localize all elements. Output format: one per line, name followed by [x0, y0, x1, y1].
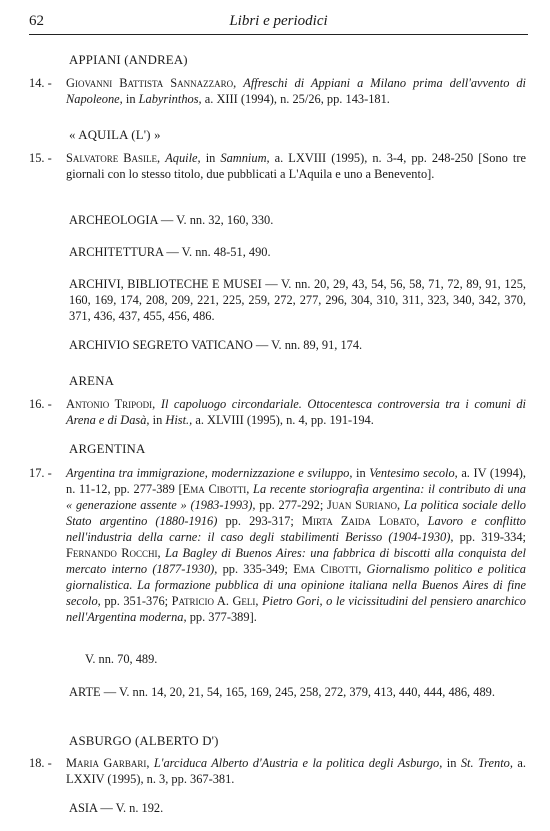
contrib-author: Fernando Rocchi,: [66, 546, 161, 560]
ref-architettura: ARCHITETTURA — V. nn. 48-51, 490.: [69, 245, 271, 259]
entry-body: [66, 150, 526, 182]
entry-details: a. LXXIV (1995), n. 3, pp. 367-381.: [66, 756, 527, 786]
contrib-pages: pp. 319-334;: [459, 530, 526, 544]
entry-author: Giovanni Battista Sannazzaro,: [66, 76, 237, 90]
entry-15: [29, 150, 526, 182]
contrib-author: Juan Suriano,: [327, 498, 401, 512]
contrib-title: Pietro Gori, o le vicissitudini del pensiero anarchico nell'Argentina moderna,: [66, 594, 526, 624]
contrib-title: Giornalismo politico e politica giornalistica. La formazione pubblica di una opinione italiana nella Buenos Aires di fine secolo,: [66, 562, 526, 608]
entry-title: Affreschi di Appiani a Milano prima dell'avvento di Napoleone,: [66, 76, 527, 106]
entry-journal: Samnium,: [220, 151, 270, 165]
entry-author: Antonio Tripodi,: [66, 397, 156, 411]
header-rule: [29, 34, 528, 35]
entry-details: a. LXVIII (1995), n. 3-4, pp. 248-250 [Sono tre giornali con lo stesso titolo, due pubblicati a L'Aquila e uno a Benevento].: [66, 151, 526, 181]
entry-journal: Hist.,: [165, 413, 193, 427]
entry-details: a. XLVIII (1995), n. 4, pp. 191-194.: [195, 413, 374, 427]
contrib-title: Lavoro e conflitto nell'industria della carne: il caso degli stabilimenti Berisso (1904-1930),: [66, 514, 526, 544]
entry-number: 18. -: [29, 756, 52, 770]
entry-body: [66, 75, 526, 107]
entry-author: Maria Garbari,: [66, 756, 150, 770]
entry-body: [66, 396, 526, 428]
heading-appiani: APPIANI (ANDREA): [69, 53, 188, 67]
entry-journal: Labyrinthos,: [138, 92, 202, 106]
entry-journal: Ventesimo secolo,: [369, 466, 458, 480]
entry-number: 17. -: [29, 466, 52, 480]
entry-in: in: [446, 756, 457, 770]
heading-arena: ARENA: [69, 374, 115, 388]
entry-in: in: [205, 151, 216, 165]
running-title: Libri e periodici: [229, 13, 328, 29]
contrib-author: Ema Cibotti,: [293, 562, 362, 576]
entry-body: [66, 755, 526, 787]
ref-archivio-vaticano: ARCHIVIO SEGRETO VATICANO — V. nn. 89, 91, 174.: [69, 338, 363, 352]
entry-details: a. XIII (1994), n. 25/26, pp. 143-181.: [204, 92, 390, 106]
heading-aquila: « AQUILA (L') »: [69, 128, 161, 142]
page-header: [29, 13, 528, 33]
heading-argentina: ARGENTINA: [69, 442, 146, 456]
entry-title: Aquile,: [165, 151, 201, 165]
contrib-pages: pp. 293-317;: [225, 514, 294, 528]
entry-title: Il capoluogo circondariale. Ottocentesca controversia tra i comuni di Arena e di Dasà,: [66, 397, 526, 427]
contrib-author: Mirta Zaida Lobato,: [301, 514, 420, 528]
entry-number: 15. -: [29, 151, 52, 165]
contrib-title: La politica sociale dello Stato argentino (1880-1916): [66, 498, 526, 528]
contrib-pages: pp. 351-376;: [104, 594, 169, 608]
ref-arte: ARTE — V. nn. 14, 20, 21, 54, 165, 169, 245, 258, 272, 379, 413, 440, 444, 486, 489.: [69, 685, 495, 699]
contrib-pages: pp. 277-292;: [259, 498, 324, 512]
contrib-title: La recente storiografia argentina: il contributo di una « generazione assente » (1983-1993),: [66, 482, 526, 512]
ref-asia: ASIA — V. n. 192.: [69, 801, 164, 815]
entry-14: [29, 75, 526, 107]
entry-details: a. IV (1994), n. 11-12, pp. 277-389 [: [66, 466, 526, 496]
contrib-pages: pp. 377-389].: [189, 610, 257, 624]
contrib-title: La Bagley di Buenos Aires: una fabbrica di biscotti alla conquista del mercato interno (1877-1930),: [66, 546, 526, 576]
entry-author: Salvatore Basile,: [66, 151, 161, 165]
contrib-author: Ema Cibotti,: [182, 482, 250, 496]
see-also-argentina: V. nn. 70, 489.: [85, 652, 158, 666]
entry-in: in: [356, 466, 366, 480]
entry-18: [29, 755, 526, 787]
entry-in: in: [152, 413, 163, 427]
entry-title: Argentina tra immigrazione, modernizzazione e sviluppo,: [66, 466, 353, 480]
contrib-pages: pp. 335-349;: [222, 562, 289, 576]
entry-number: 16. -: [29, 397, 52, 411]
entry-body: [66, 465, 526, 625]
ref-archivi: ARCHIVI, BIBLIOTECHE E MUSEI — V. nn. 20, 29, 43, 54, 56, 58, 71, 72, 89, 91, 125, 160, 169, 174, 208, 209, 221, 225, 259, 272, 277, 296, 304, 310, 311, 323, 340, 342, 370, 371, 436, 437, 455, 456, 486.: [69, 277, 526, 323]
entry-16: [29, 396, 526, 428]
entry-17: [29, 465, 526, 625]
entry-in: in: [125, 92, 136, 106]
entry-title: L'arciduca Alberto d'Austria e la politica degli Asburgo,: [153, 756, 443, 770]
entry-journal: St. Trento,: [460, 756, 513, 770]
heading-asburgo: ASBURGO (ALBERTO D'): [69, 734, 219, 748]
contrib-author: Patricio A. Geli,: [171, 594, 259, 608]
ref-archeologia: ARCHEOLOGIA — V. nn. 32, 160, 330.: [69, 213, 274, 227]
page-number: 62: [29, 13, 44, 29]
entry-number: 14. -: [29, 76, 52, 90]
